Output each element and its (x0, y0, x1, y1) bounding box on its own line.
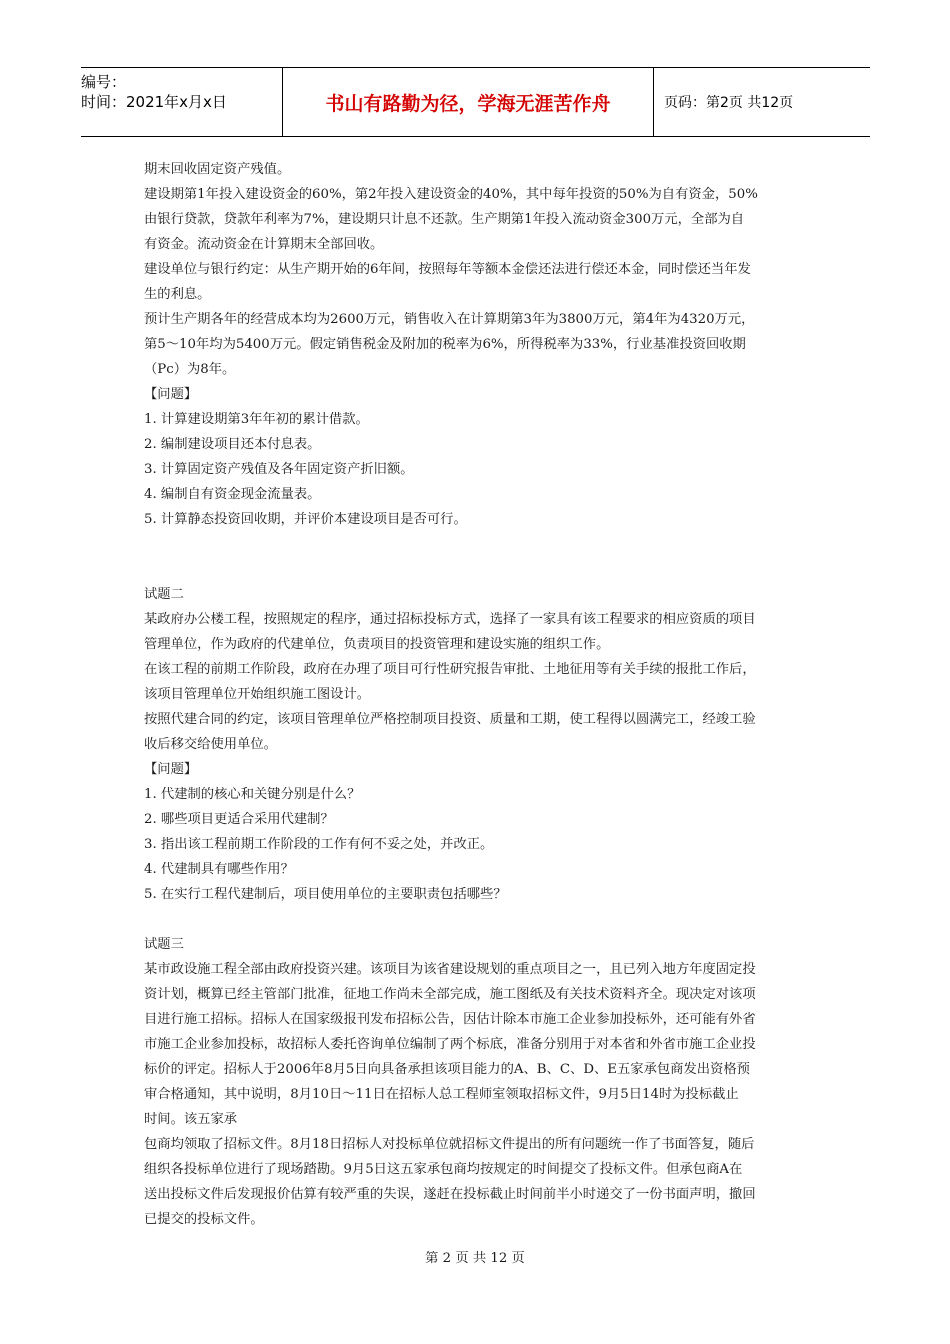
text-line: 送出投标文件后发现报价估算有较严重的失误，遂赶在投标截止时间前半小时递交了一份书面声明，撤回 (144, 1187, 756, 1202)
text-line: 预计生产期各年的经营成本均为2600万元，销售收入在计算期第3年为3800万元，第4年为4320万元， (144, 312, 755, 327)
text-line: 资计划，概算已经主管部门批准，征地工作尚未全部完成，施工图纸及有关技术资料齐全。现决定对该项 (144, 987, 756, 1002)
text-line: 目进行施工招标。招标人在国家级报刊发布招标公告，因估计除本市施工企业参加投标外，还可能有外省 (144, 1012, 756, 1027)
text-line: 已提交的投标文件。 (144, 1212, 264, 1227)
text-line: 第5～10年均为5400万元。假定销售税金及附加的税率为6%，所得税率为33%，行业基准投资回收期 (144, 337, 746, 352)
text-line: 建设单位与银行约定：从生产期开始的6年间，按照每年等额本金偿还法进行偿还本金，同时偿还当年发 (144, 262, 751, 277)
text-line: 期末回收固定资产残值。 (144, 162, 291, 177)
page-header (81, 67, 870, 137)
text-line: 1. 代建制的核心和关键分别是什么？ (144, 787, 361, 802)
text-line: 组织各投标单位进行了现场踏勘。9月5日这五家承包商均按规定的时间提交了投标文件。但承包商A在 (144, 1162, 743, 1177)
text-line: 2. 哪些项目更适合采用代建制？ (144, 812, 334, 827)
text-line: 某市政设施工程全部由政府投资兴建。该项目为该省建设规划的重点项目之一，且已列入地方年度固定投 (144, 962, 756, 977)
text-line: 该项目管理单位开始组织施工图设计。 (144, 687, 371, 702)
text-line: 【问题】 (144, 762, 198, 777)
exam-question-one-section (144, 157, 814, 532)
text-line: （Pc）为8年。 (144, 362, 236, 377)
text-line: 试题三 (144, 937, 184, 952)
text-line: 在该工程的前期工作阶段，政府在办理了项目可行性研究报告审批、土地征用等有关手续的报批工作后， (144, 662, 756, 677)
page-footer: 第 2 页 共 12 页 (425, 1251, 525, 1266)
text-line: 4. 代建制具有哪些作用？ (144, 862, 294, 877)
document-body (144, 157, 814, 1232)
text-line: 5. 计算静态投资回收期，并评价本建设项目是否可行。 (144, 512, 467, 527)
number-label: 编号： (81, 73, 127, 91)
text-line: 标价的评定。招标人于2006年8月5日向具备承担该项目能力的A、B、C、D、E五家承包商发出资格预 (144, 1062, 750, 1077)
text-line: 生的利息。 (144, 287, 211, 302)
text-line: 有资金。流动资金在计算期末全部回收。 (144, 237, 384, 252)
text-line: 建设期第1年投入建设资金的60%，第2年投入建设资金的40%，其中每年投资的50%为自有资金，50% (144, 187, 758, 202)
header-meta (81, 68, 282, 136)
header-motto: 书山有路勤为径，学海无涯苦作舟 (282, 68, 654, 136)
text-line: 按照代建合同的约定，该项目管理单位严格控制项目投资、质量和工期，使工程得以圆满完工，经竣工验 (144, 712, 756, 727)
text-line: 4. 编制自有资金现金流量表。 (144, 487, 321, 502)
text-line: 3. 指出该工程前期工作阶段的工作有何不妥之处，并改正。 (144, 837, 494, 852)
text-line: 5. 在实行工程代建制后，项目使用单位的主要职责包括哪些？ (144, 887, 507, 902)
text-line: 某政府办公楼工程，按照规定的程序，通过招标投标方式，选择了一家具有该工程要求的相应资质的项目 (144, 612, 756, 627)
text-line: 试题二 (144, 587, 184, 602)
text-line: 1. 计算建设期第3年年初的累计借款。 (144, 412, 369, 427)
text-line: 审合格通知，其中说明，8月10日～11日在招标人总工程师室领取招标文件，9月5日14时为投标截止 (144, 1087, 739, 1102)
time-label: 时间：2021年x月x日 (81, 93, 227, 111)
header-page-info: 页码：第2页 共12页 (664, 95, 794, 111)
text-line: 包商均领取了招标文件。8月18日招标人对投标单位就招标文件提出的所有问题统一作了书面答复，随后 (144, 1137, 755, 1152)
text-line: 时间。该五家承 (144, 1112, 238, 1127)
text-line: 3. 计算固定资产残值及各年固定资产折旧额。 (144, 462, 414, 477)
exam-question-two-section (144, 582, 814, 907)
text-line: 由银行贷款，贷款年利率为7%，建设期只计息不还款。生产期第1年投入流动资金300万元，全部为自 (144, 212, 745, 227)
exam-question-three-section (144, 932, 814, 1232)
text-line: 管理单位，作为政府的代建单位，负责项目的投资管理和建设实施的组织工作。 (144, 637, 610, 652)
text-line: 2. 编制建设项目还本付息表。 (144, 437, 321, 452)
text-line: 市施工企业参加投标，故招标人委托咨询单位编制了两个标底，准备分别用于对本省和外省市施工企业投 (144, 1037, 756, 1052)
text-line: 收后移交给使用单位。 (144, 737, 277, 752)
text-line: 【问题】 (144, 387, 198, 402)
